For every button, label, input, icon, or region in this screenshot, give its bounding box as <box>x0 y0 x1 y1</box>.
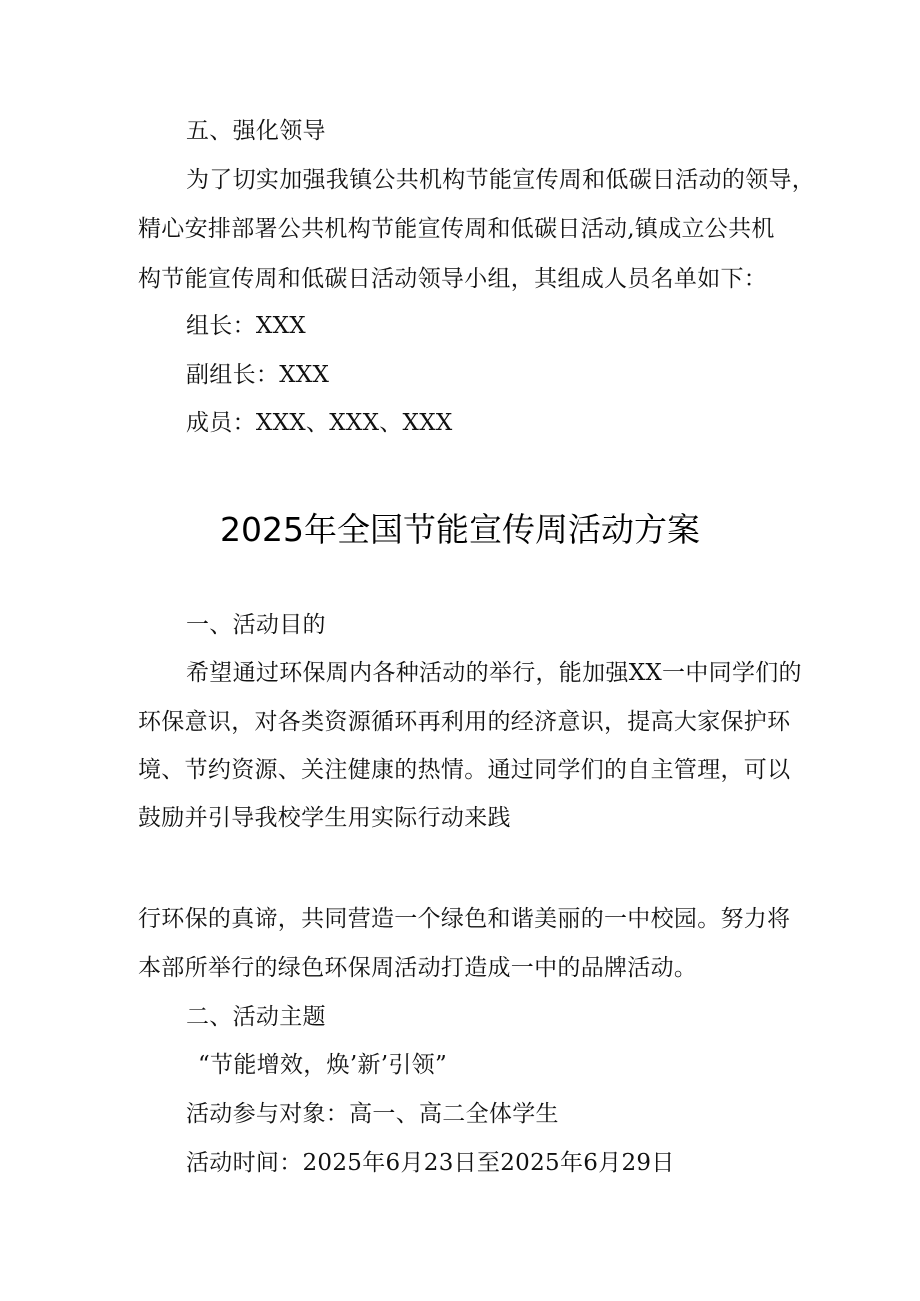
activity-participants: 活动参与对象：高一、高二全体学生 <box>186 1101 559 1127</box>
section-five-paragraph-line: 精心安排部署公共机构节能宣传周和低碳日活动,镇成立公共机 <box>138 216 775 242</box>
section-one-paragraph-line: 希望通过环保周内各种活动的举行，能加强XX一中同学们的 <box>186 660 802 686</box>
deputy-group-leader: 副组长：XXX <box>186 362 330 388</box>
activity-theme: “节能增效，焕’新’引领” <box>198 1052 448 1078</box>
group-members: 成员：XXX、XXX、XXX <box>186 410 453 436</box>
document-title: 2025年全国节能宣传周活动方案 <box>220 510 700 549</box>
section-one-paragraph-line: 本部所举行的绿色环保周活动打造成一中的品牌活动。 <box>138 955 698 981</box>
section-one-paragraph-line: 环保意识，对各类资源循环再利用的经济意识，提高大家保护环 <box>138 709 791 735</box>
section-one-paragraph-line: 境、节约资源、关注健康的热情。通过同学们的自主管理，可以 <box>138 757 791 783</box>
group-leader: 组长：XXX <box>186 313 306 339</box>
section-one-heading: 一、活动目的 <box>186 612 326 638</box>
section-two-heading: 二、活动主题 <box>186 1004 326 1030</box>
section-five-paragraph-line: 为了切实加强我镇公共机构节能宣传周和低碳日活动的领导， <box>186 167 816 193</box>
section-five-heading: 五、强化领导 <box>186 118 326 144</box>
section-one-paragraph-line: 行环保的真谛，共同营造一个绿色和谐美丽的一中校园。努力将 <box>138 906 791 932</box>
section-five-paragraph-line: 构节能宣传周和低碳日活动领导小组，其组成人员名单如下： <box>138 266 768 292</box>
activity-time: 活动时间：2025年6月23日至2025年6月29日 <box>186 1150 675 1176</box>
section-one-paragraph-line: 鼓励并引导我校学生用实际行动来践 <box>138 805 511 831</box>
